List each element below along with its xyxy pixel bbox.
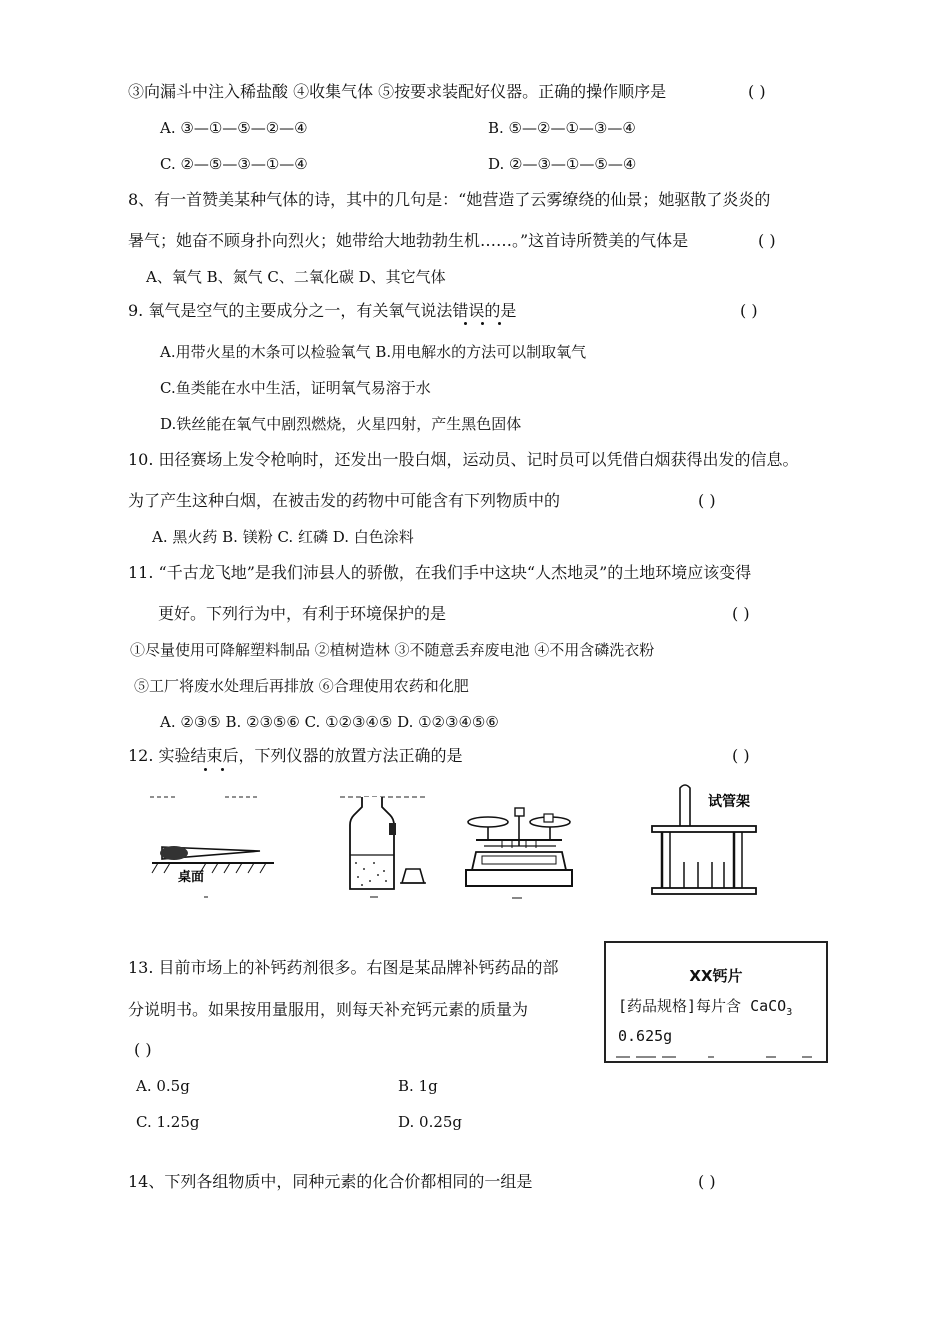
q14-answer-paren: ( ) [698, 1172, 716, 1191]
emphasis-dot [221, 768, 224, 771]
q7-option-a: A. ③—①—⑤—②—④ [160, 119, 308, 137]
q11-items-line2: ⑤工厂将废水处理后再排放 ⑥合理使用农药和化肥 [134, 677, 469, 695]
q10-answer-paren: ( ) [698, 491, 716, 510]
q7-option-c: C. ②—⑤—③—①—④ [160, 155, 308, 173]
q8-line2: 暑气；她奋不顾身扑向烈火；她带给大地勃勃生机……。”这首诗所赞美的气体是 [128, 231, 689, 250]
q11-line2: 更好。下列行为中，有利于环境保护的是 [158, 604, 447, 623]
emphasis-dot [481, 322, 484, 325]
q10-line1: 10. 田径赛场上发令枪响时，还发出一股白烟，运动员、记时员可以凭借白烟获得出发的信息。 [128, 450, 799, 469]
q9-answer-paren: ( ) [740, 301, 758, 320]
q13-option-a: A. 0.5g [136, 1077, 190, 1095]
label-cutoff-marks [616, 1053, 816, 1061]
q12-answer-paren: ( ) [732, 746, 750, 765]
q13-option-d: D. 0.25g [398, 1113, 463, 1131]
q11-answer-paren: ( ) [732, 604, 750, 623]
emphasis-dot [204, 768, 207, 771]
q10-options: A. 黑火药 B. 镁粉 C. 红磷 D. 白色涂料 [152, 528, 414, 546]
emphasis-dot [498, 322, 501, 325]
medicine-label-box [604, 941, 828, 1063]
label-title: XX钙片 [689, 967, 743, 985]
q9-option-d: D.铁丝能在氧气中剧烈燃烧，火星四射，产生黑色固体 [160, 415, 522, 433]
q9-stem: 9. 氧气是空气的主要成分之一，有关氧气说法错误的是 [128, 301, 517, 320]
q8-line1: 8、有一首赞美某种气体的诗，其中的几句是：“她营造了云雾缭绕的仙景；她驱散了炎炎的 [128, 190, 771, 209]
fig-d-label: 试管架 [708, 794, 750, 810]
q7-answer-paren: ( ) [748, 82, 766, 101]
q11-options: A. ②③⑤ B. ②③⑤⑥ C. ①②③④⑤ D. ①②③④⑤⑥ [160, 713, 499, 731]
q7-stem: ③向漏斗中注入稀盐酸 ④收集气体 ⑤按要求装配好仪器。正确的操作顺序是 [128, 82, 667, 101]
q11-line1: 11. “千古龙飞地”是我们沛县人的骄傲，在我们手中这块“人杰地灵”的土地环境应该变得 [128, 563, 752, 582]
q14-stem: 14、下列各组物质中，同种元素的化合价都相同的一组是 [128, 1172, 533, 1191]
q7-option-d: D. ②—③—①—⑤—④ [488, 155, 637, 173]
q13-line2: 分说明书。如果按用量服用，则每天补充钙元素的质量为 [128, 1000, 529, 1019]
fig-a-label: 桌面 [178, 870, 205, 885]
q11-items-line1: ①尽量使用可降解塑料制品 ②植树造林 ③不随意丢弃废电池 ④不用含磷洗衣粉 [130, 641, 655, 659]
q8-answer-paren: ( ) [758, 231, 776, 250]
label-spec: [药品规格]每片含 CaCO$_3$ [618, 997, 793, 1018]
figure-a-test-tube-on-table [150, 785, 280, 900]
q7-option-b: B. ⑤—②—①—③—④ [488, 119, 636, 137]
q13-option-c: C. 1.25g [136, 1113, 200, 1131]
q10-line2: 为了产生这种白烟，在被击发的药物中可能含有下列物质中的 [128, 491, 561, 510]
q13-option-b: B. 1g [398, 1077, 438, 1095]
label-amount: 0.625g [618, 1027, 673, 1045]
q8-options: A、氧气 B、氮气 C、二氧化碳 D、其它气体 [146, 268, 446, 286]
q13-answer-paren: ( ) [134, 1040, 152, 1059]
q13-line1: 13. 目前市场上的补钙药剂很多。右图是某品牌补钙药品的部 [128, 958, 559, 977]
q9-option-c: C.鱼类能在水中生活，证明氧气易溶于水 [160, 379, 431, 397]
emphasis-dot [464, 322, 467, 325]
figure-b-reagent-bottle [340, 785, 430, 900]
figure-d-test-tube-rack [646, 780, 766, 900]
q9-option-ab: A.用带火星的木条可以检验氧气 B.用电解水的方法可以制取氧气 [160, 343, 587, 361]
figure-c-balance-scale [462, 800, 577, 900]
q12-stem: 12. 实验结束后，下列仪器的放置方法正确的是 [128, 746, 463, 765]
